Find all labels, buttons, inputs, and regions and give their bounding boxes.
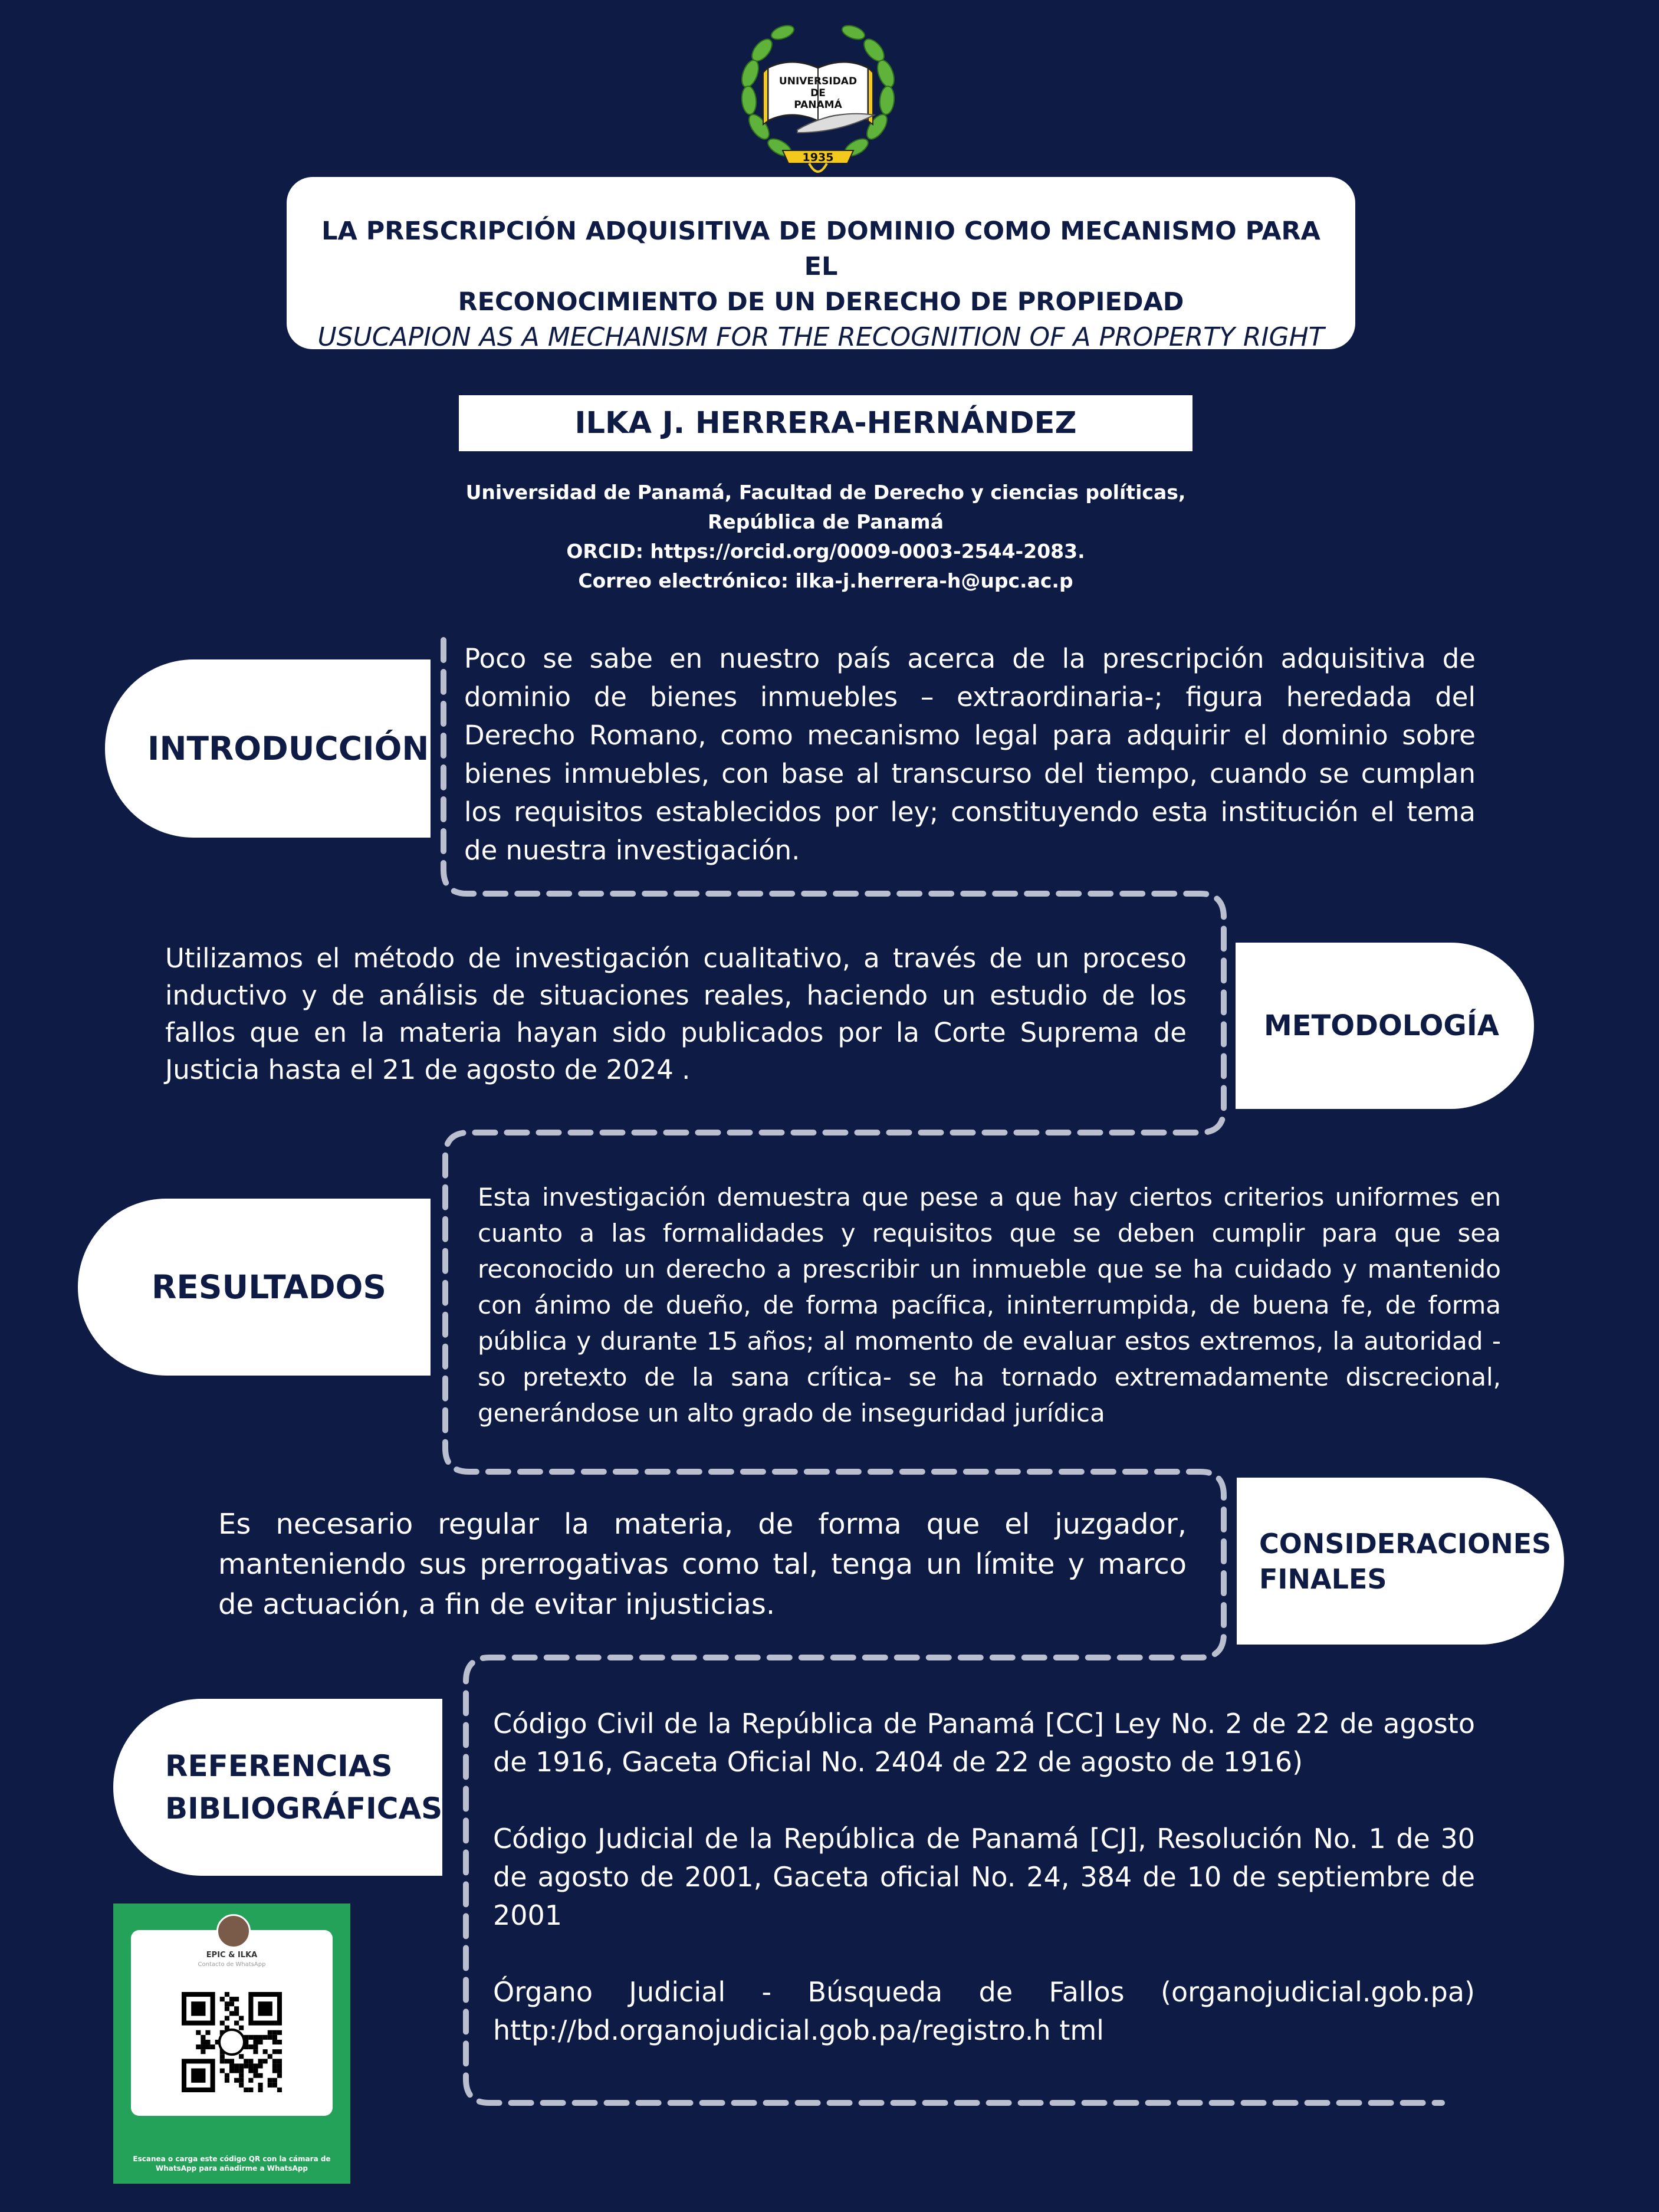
affiliation-line: República de Panamá — [708, 510, 944, 533]
title-spanish — [320, 214, 1322, 320]
qr-contact-subtitle: Contacto de WhatsApp — [198, 1961, 266, 1968]
logo-text-line2: DE — [810, 87, 826, 99]
resultados-label: RESULTADOS — [152, 1268, 386, 1306]
reference-item[interactable]: Órgano Judicial - Búsqueda de Fallos (organojudicial.gob.pa) http://bd.organojudicial.gob.pa/registro.h tml — [493, 1976, 1475, 2046]
resultados-text: Esta investigación demuestra que pese a que hay ciertos criterios uniformes en cuanto a las formalidades y requisitos que se deben cumplir para que sea reconocido un derecho a prescribir un inmueble que se ha cuidado y mantenido con ánimo de dueño, de forma pacífica, ininterrumpida, de buena fe, de forma pública y durante 15 años; al momento de evaluar estos extremos, la autoridad -so pretexto de la sana crítica- se ha tornado extremadamente discrecional, generándose un alto grado de inseguridad jurídica — [478, 1183, 1501, 1427]
consideraciones-text: Es necesario regular la materia, de forma que el juzgador, manteniendo sus prerrogativas como tal, tenga un límite y marco de actuación, a fin de evitar injusticias. — [218, 1508, 1187, 1621]
metodologia-label: METODOLOGÍA — [1264, 1009, 1499, 1042]
title-spanish-line2: RECONOCIMIENTO DE UN DERECHO DE PROPIEDAD — [458, 287, 1184, 317]
consideraciones-label-line2: FINALES — [1259, 1563, 1387, 1595]
qr-contact-name: EPIC & ILKA — [206, 1951, 258, 1960]
logo-text-line3: PANAMÁ — [794, 99, 842, 111]
universidad-de-panama-logo — [727, 9, 909, 181]
referencias-label-line1: REFERENCIAS — [165, 1749, 393, 1783]
title-panel — [287, 177, 1355, 352]
section-label-consideraciones — [1237, 1478, 1564, 1645]
orcid-link[interactable]: ORCID: https://orcid.org/0009-0003-2544-2083. — [566, 540, 1085, 563]
introduccion-text: Poco se sabe en nuestro país acerca de la prescripción adquisitiva de dominio de bienes inmuebles – extraordinaria-; figura heredada del Derecho Romano, como mecanismo legal para adquirir el dominio sobre bienes inmuebles, con base al transcurso del tiempo, cuando se cumplan los requisitos establecidos por ley; constituyendo esta institución el tema de nuestra investigación. — [464, 643, 1476, 866]
section-label-introduccion — [105, 659, 431, 838]
introduccion-label: INTRODUCCIÓN — [147, 730, 429, 767]
referencias-list — [493, 1705, 1475, 2050]
section-label-resultados — [78, 1199, 431, 1376]
qr-code-icon[interactable] — [182, 1992, 282, 2092]
whatsapp-qr-card — [113, 1903, 350, 2184]
referencias-label-line2: BIBLIOGRÁFICAS — [165, 1791, 443, 1826]
logo-text-line1: UNIVERSIDAD — [778, 76, 858, 87]
logo-year: 1935 — [802, 151, 834, 164]
reference-item: Código Judicial de la República de Panamá [CJ], Resolución No. 1 de 30 de agosto de 2001, Gaceta oficial No. 24, 384 de 10 de septiembre de 2001 — [493, 1823, 1475, 1931]
author-name: ILKA J. HERRERA-HERNÁNDEZ — [459, 395, 1192, 451]
email-link[interactable]: Correo electrónico: ilka-j.herrera-h@upc.ac.p — [578, 569, 1073, 592]
reference-item: Código Civil de la República de Panamá [CC] Ley No. 2 de 22 de agosto de 1916, Gaceta Oficial No. 2404 de 22 de agosto de 1916) — [493, 1708, 1475, 1778]
affiliation-line: Universidad de Panamá, Facultad de Derecho y ciencias políticas, — [465, 481, 1186, 504]
title-english: USUCAPION AS A MECHANISM FOR THE RECOGNITION OF A PROPERTY RIGHT — [317, 322, 1325, 352]
title-spanish-line1: LA PRESCRIPCIÓN ADQUISITIVA DE DOMINIO COMO MECANISMO PARA EL — [321, 216, 1320, 281]
avatar — [216, 1914, 251, 1948]
metodologia-text: Utilizamos el método de investigación cualitativo, a través de un proceso inductivo y de análisis de situaciones reales, haciendo un estudio de los fallos que en la materia hayan sido publicados por la Corte Suprema de Justicia hasta el 21 de agosto de 2024 . — [165, 943, 1187, 1085]
section-label-referencias — [113, 1699, 442, 1876]
author-affiliation — [354, 478, 1297, 596]
qr-caption: Escanea o carga este código QR con la cámara de WhatsApp para añadirme a WhatsApp — [133, 2155, 331, 2172]
section-label-metodologia — [1236, 943, 1534, 1109]
consideraciones-label-line1: CONSIDERACIONES — [1259, 1527, 1552, 1560]
